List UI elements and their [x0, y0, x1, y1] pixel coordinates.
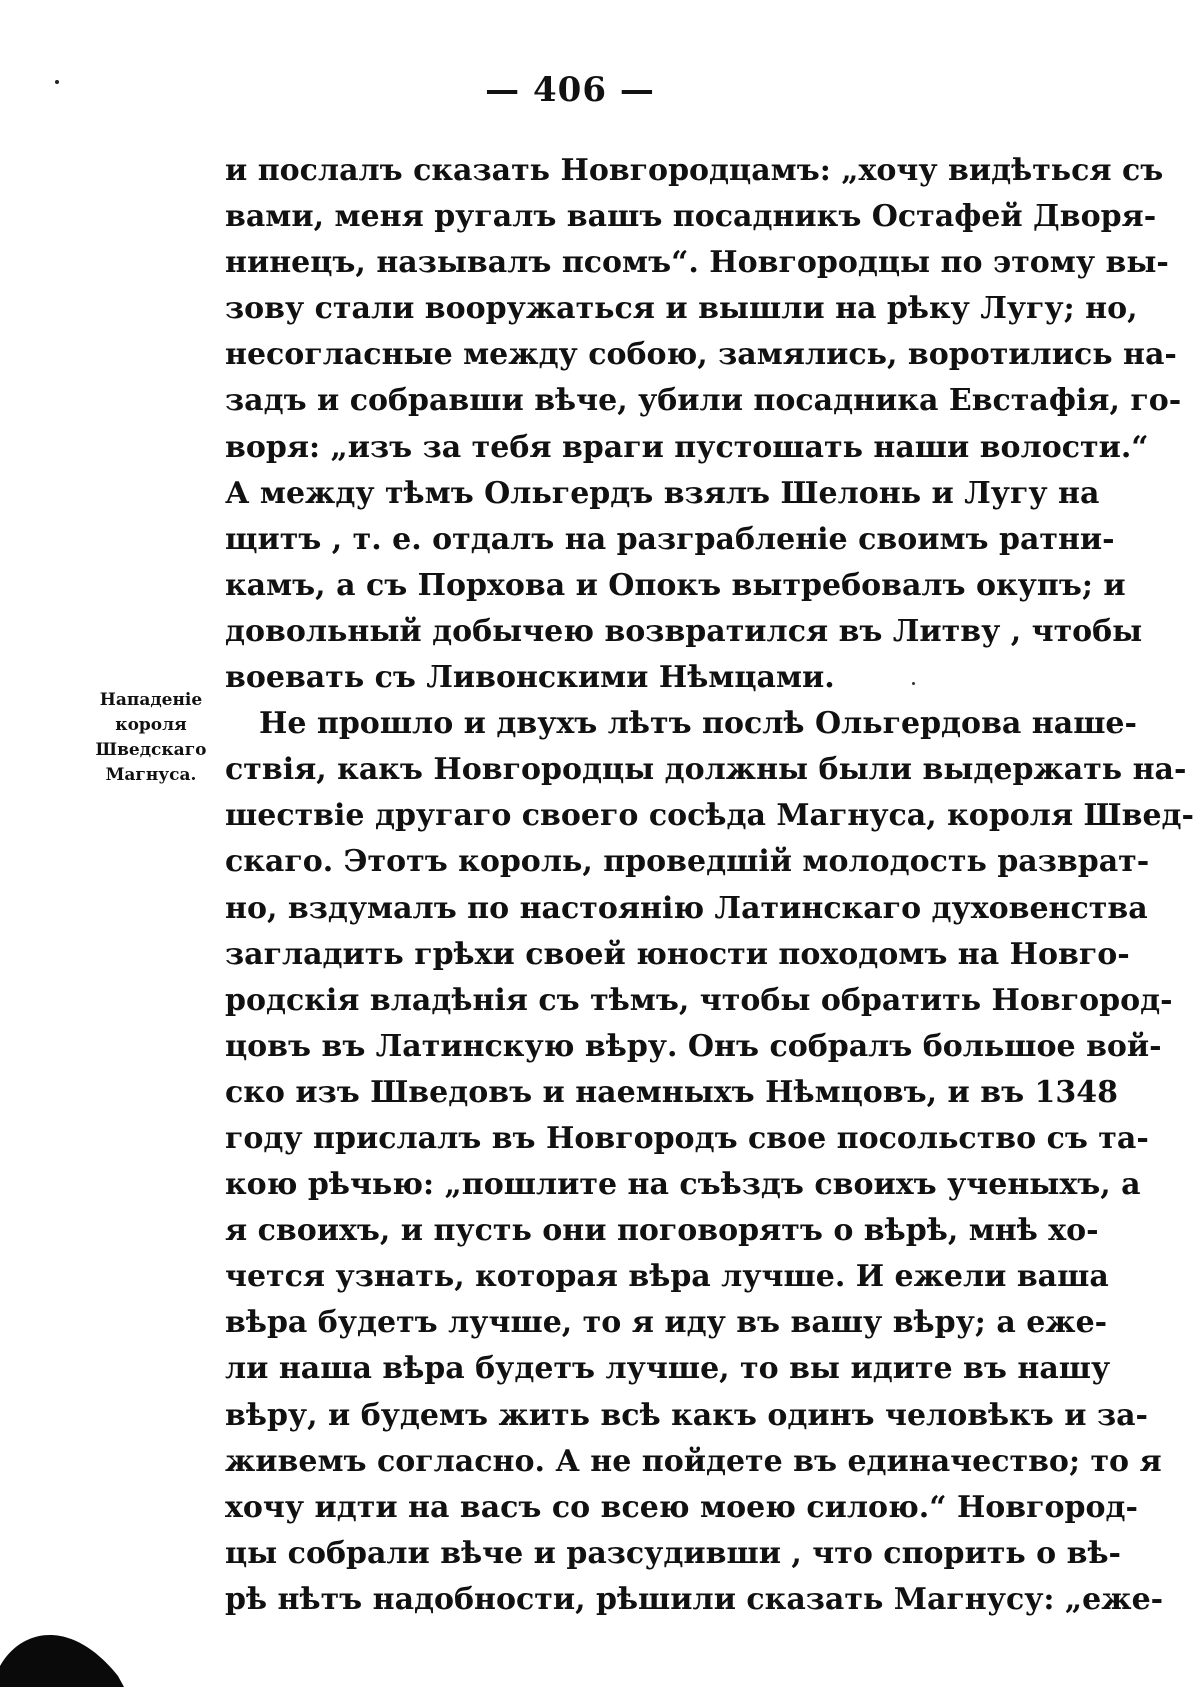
text-line: зову стали вооружаться и вышли на рѣку Лугу; но,	[225, 291, 1138, 327]
margin-note	[92, 688, 210, 788]
body-text	[225, 148, 1194, 1623]
margin-note-line: Нападеніе	[99, 690, 203, 710]
text-line: довольный добычею возвратился въ Литву , чтобы	[225, 613, 1143, 649]
text-line: задъ и собравши вѣче, убили посадника Евстафія, го-	[225, 383, 1182, 419]
margin-note-line: короля	[115, 715, 187, 735]
text-line: ско изъ Шведовъ и наемныхъ Нѣмцовъ, и въ 1348	[225, 1074, 1119, 1110]
text-line: вѣра будетъ лучше, то я иду въ вашу вѣру; а еже-	[225, 1305, 1108, 1341]
text-line: и послалъ сказать Новгородцамъ: „хочу видѣться съ	[225, 153, 1164, 188]
text-line: ли наша вѣра будетъ лучше, то вы идите въ нашу	[225, 1351, 1111, 1387]
text-line: кою рѣчью: „пошлите на съѣздъ своихъ ученыхъ, а	[225, 1167, 1141, 1203]
page-number: — 406 —	[485, 70, 655, 110]
text-line: скаго. Этотъ король, проведшій молодость разврат-	[225, 844, 1150, 880]
text-line: чется узнать, которая вѣра лучше. И ежели ваша	[225, 1259, 1109, 1295]
text-line: но, вздумалъ по настоянію Латинскаго духовенства	[225, 890, 1148, 926]
text-line: цовъ въ Латинскую вѣру. Онъ собралъ большое вой-	[225, 1028, 1162, 1064]
text-line: воря: „изъ за тебя враги пустошать наши волости.“	[225, 429, 1149, 465]
text-line: щитъ , т. е. отдалъ на разграбленіе своимъ ратни-	[225, 521, 1115, 557]
text-line: цы собрали вѣче и разсудивши , что спорить о вѣ-	[225, 1535, 1122, 1571]
text-line: камъ, а съ Порхова и Опокъ вытребовалъ окупъ; и	[225, 567, 1126, 603]
text-line: ствія, какъ Новгородцы должны были выдержать на-	[225, 752, 1187, 788]
text-line: рѣ нѣтъ надобности, рѣшили сказать Магнусу: „еже-	[225, 1581, 1164, 1617]
scan-edge-blot	[0, 1616, 130, 1687]
text-line: загладить грѣхи своей юности походомъ на Новго-	[225, 936, 1130, 972]
text-line: году прислалъ въ Новгородъ свое посольство съ та-	[225, 1120, 1149, 1156]
margin-note-line: Шведскаго	[95, 740, 207, 760]
text-line: вѣру, и будемъ жить всѣ какъ одинъ человѣкъ и за-	[225, 1397, 1148, 1433]
text-line: вами, меня ругалъ вашъ посадникъ Остафей Дворя-	[225, 199, 1157, 235]
text-line: шествіе другаго своего сосѣда Магнуса, короля Швед-	[225, 798, 1194, 834]
text-line: я своихъ, и пусть они поговорятъ о вѣрѣ, мнѣ хо-	[225, 1213, 1099, 1249]
text-line: несогласные между собою, замялись, воротились на-	[225, 337, 1177, 373]
text-line: воевать съ Ливонскими Нѣмцами.	[225, 660, 835, 696]
text-line: А между тѣмъ Ольгердъ взялъ Шелонь и Лугу на	[225, 475, 1100, 511]
text-line: Не прошло и двухъ лѣтъ послѣ Ольгердова наше-	[259, 706, 1137, 742]
margin-note-line: Магнуса.	[105, 765, 197, 785]
text-line: нинецъ, называлъ псомъ“. Новгородцы по этому вы-	[225, 245, 1169, 281]
text-line: живемъ согласно. А не пойдете въ единачество; то я	[225, 1443, 1162, 1479]
text-line: родскія владѣнія съ тѣмъ, чтобы обратить Новгород-	[225, 982, 1173, 1018]
text-line: хочу идти на васъ со всею моею силою.“ Новгород-	[225, 1489, 1138, 1525]
